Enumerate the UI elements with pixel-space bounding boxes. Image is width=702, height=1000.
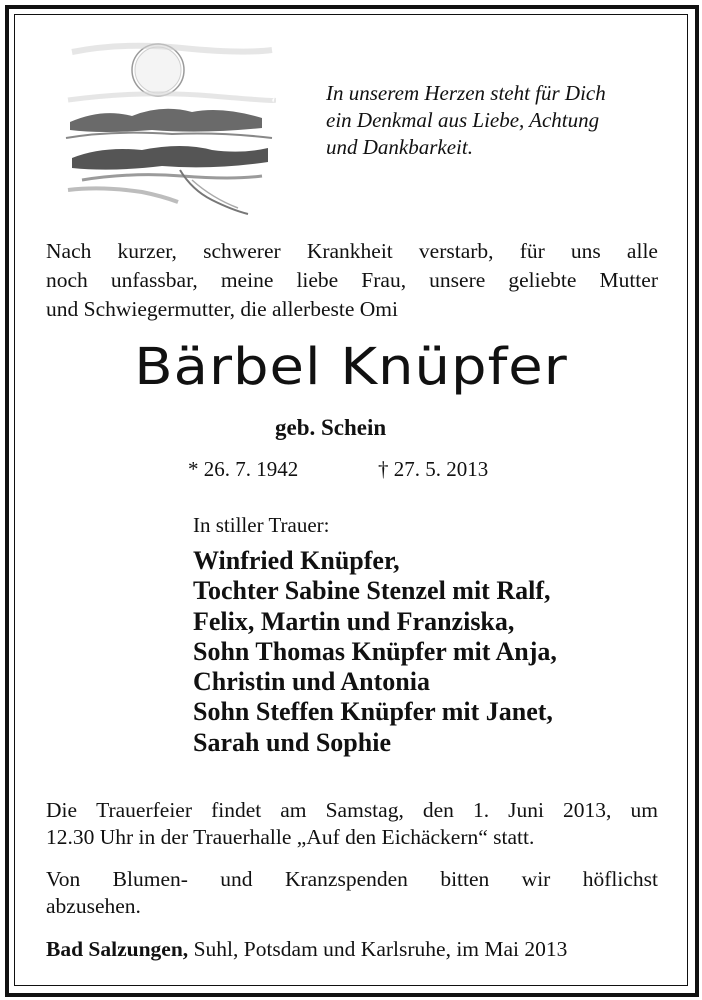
intro-paragraph <box>46 237 658 324</box>
word: den <box>422 798 454 822</box>
mourner-line: Tochter Sabine Stenzel mit Ralf, <box>193 576 551 606</box>
word: unfassbar, <box>110 268 198 292</box>
landscape-sketch-image <box>62 30 276 220</box>
word: noch <box>46 268 88 292</box>
flowers-line-2: abzusehen. <box>46 894 141 918</box>
death-date: † 27. 5. 2013 <box>378 457 489 481</box>
mourner-line: Sohn Steffen Knüpfer mit Janet, <box>193 697 553 727</box>
funeral-line-1 <box>46 797 658 824</box>
motto-line: und Dankbarkeit. <box>326 135 473 159</box>
word: 1. <box>472 798 490 822</box>
word: für <box>519 239 545 263</box>
intro-line-3: und Schwiegermutter, die allerbeste Omi <box>46 297 398 321</box>
flowers-notice <box>46 866 658 920</box>
mourner-line: Felix, Martin und Franziska, <box>193 606 515 636</box>
word: Trauerfeier <box>96 798 193 822</box>
word: höflichst <box>582 867 658 891</box>
word: Nach <box>46 239 92 263</box>
word: Frau, <box>361 268 407 292</box>
word: uns <box>570 239 601 263</box>
word: Samstag, <box>325 798 404 822</box>
mourner-line: Sohn Thomas Knüpfer mit Anja, <box>193 636 557 666</box>
mourner-line: Winfried Knüpfer, <box>193 546 400 575</box>
word: liebe <box>296 268 339 292</box>
closing-place-rest: Suhl, Potsdam und Karlsruhe, im Mai 2013 <box>188 937 568 961</box>
mourners-list <box>193 546 557 758</box>
funeral-notice <box>46 797 658 851</box>
closing-place-bold: Bad Salzungen, <box>46 937 189 961</box>
word: Krankheit <box>306 239 393 263</box>
word: unsere <box>429 268 486 292</box>
mourner-line: Sarah und Sophie <box>193 727 391 757</box>
word: alle <box>626 239 658 263</box>
word: um <box>630 798 658 822</box>
motto-line: ein Denkmal aus Liebe, Achtung <box>326 108 600 132</box>
mourner-line: Christin und Antonia <box>193 667 430 697</box>
word: geliebte <box>508 268 577 292</box>
word: meine <box>220 268 274 292</box>
mourners-heading: In stiller Trauer: <box>193 513 330 537</box>
word: Mutter <box>599 268 658 292</box>
intro-line-1 <box>46 237 658 266</box>
motto-line: In unserem Herzen steht für Dich <box>326 81 606 105</box>
word: schwerer <box>203 239 281 263</box>
word: bitten <box>440 867 490 891</box>
word: Die <box>46 798 78 822</box>
word: findet <box>211 798 262 822</box>
flowers-line-1 <box>46 866 658 893</box>
motto-verse <box>326 80 666 161</box>
closing-places <box>46 937 567 962</box>
word: kurzer, <box>117 239 177 263</box>
funeral-line-2: 12.30 Uhr in der Trauerhalle „Auf den Eichäckern“ statt. <box>46 825 535 849</box>
word: Blumen- <box>112 867 188 891</box>
word: Juni <box>508 798 544 822</box>
word: 2013, <box>563 798 612 822</box>
word: Von <box>46 867 81 891</box>
word: und <box>220 867 253 891</box>
word: am <box>280 798 307 822</box>
word: Kranzspenden <box>284 867 408 891</box>
birth-name: geb. Schein <box>275 415 387 440</box>
word: wir <box>521 867 551 891</box>
word: verstarb, <box>418 239 494 263</box>
intro-line-2 <box>46 266 658 295</box>
deceased-name: Bärbel Knüpfer <box>134 338 568 397</box>
birth-date: * 26. 7. 1942 <box>188 457 299 481</box>
